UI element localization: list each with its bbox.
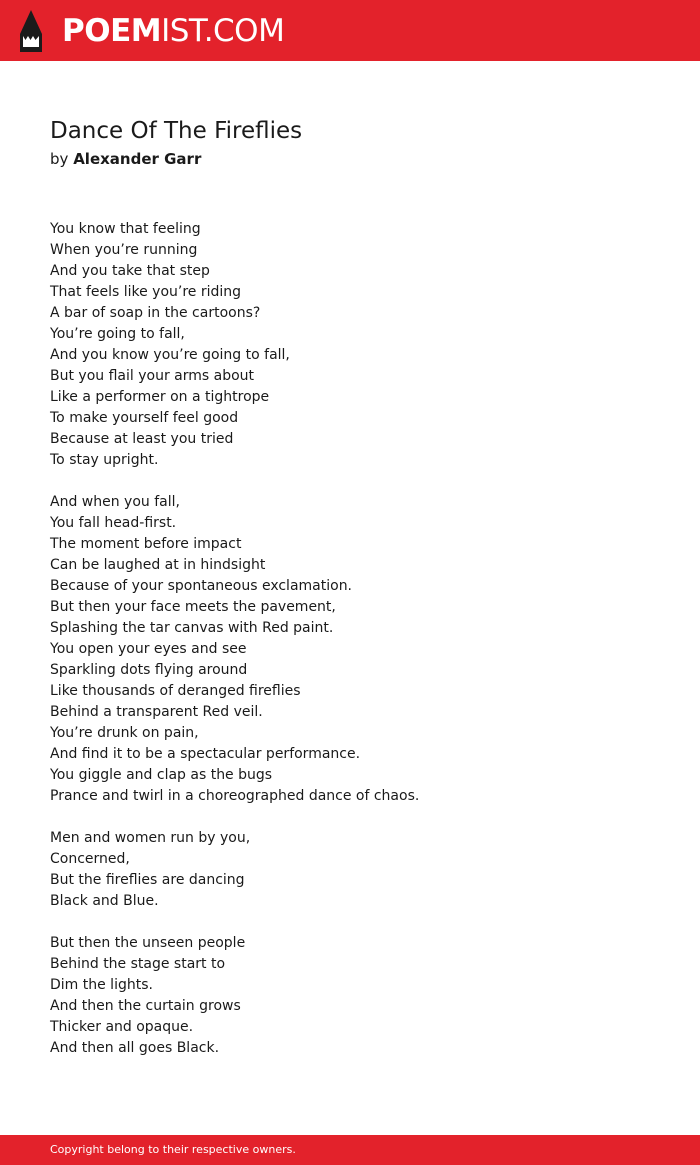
- poem-line: You open your eyes and see: [50, 641, 247, 657]
- poem-line: And you take that step: [50, 263, 210, 279]
- poem-line: Men and women run by you,: [50, 830, 251, 846]
- poem-line: And then the curtain grows: [50, 998, 241, 1014]
- poem-line: The moment before impact: [50, 536, 242, 552]
- poem-line: To make yourself feel good: [50, 410, 239, 426]
- poem-line: You’re going to fall,: [50, 326, 185, 342]
- poem-line: But then the unseen people: [50, 935, 246, 951]
- poem-line: And find it to be a spectacular performance.: [50, 746, 361, 762]
- poem-line: A bar of soap in the cartoons?: [50, 305, 261, 321]
- pencil-tip-icon: [18, 10, 44, 52]
- poem-line: Behind a transparent Red veil.: [50, 704, 263, 720]
- poem-line: To stay upright.: [50, 452, 159, 468]
- poem-line: But the fireflies are dancing: [50, 872, 245, 888]
- site-header: [0, 0, 700, 61]
- poem-line: Concerned,: [50, 851, 130, 867]
- poem-byline: [50, 149, 201, 169]
- poem-line: Like a performer on a tightrope: [50, 389, 270, 405]
- poem-line: And then all goes Black.: [50, 1040, 220, 1056]
- poem-line: Black and Blue.: [50, 893, 159, 909]
- poem-stanza: [50, 933, 670, 1059]
- poem-stanza: [50, 492, 670, 807]
- poem-line: And when you fall,: [50, 494, 180, 510]
- poem-line: That feels like you’re riding: [50, 284, 242, 300]
- poem-line: Splashing the tar canvas with Red paint.: [50, 620, 334, 636]
- logo-light-text: IST.COM: [161, 13, 285, 49]
- site-footer: [0, 1135, 700, 1165]
- poem-body: [50, 219, 670, 1080]
- poem-line: Sparkling dots flying around: [50, 662, 248, 678]
- by-label: by: [50, 150, 69, 168]
- poem-stanza: [50, 219, 670, 471]
- poem-line: Like thousands of deranged fireflies: [50, 683, 301, 699]
- poem-line: Prance and twirl in a choreographed dance of chaos.: [50, 788, 420, 804]
- poem-line: You fall head-first.: [50, 515, 177, 531]
- poem-line: You’re drunk on pain,: [50, 725, 199, 741]
- poem-stanza: [50, 828, 670, 912]
- poem-line: Dim the lights.: [50, 977, 153, 993]
- poem-line: But you flail your arms about: [50, 368, 255, 384]
- poem-title: Dance Of The Fireflies: [50, 118, 303, 144]
- poem-line: Because of your spontaneous exclamation.: [50, 578, 353, 594]
- poem-line: You know that feeling: [50, 221, 201, 237]
- poem-line: Behind the stage start to: [50, 956, 226, 972]
- poem-line: When you’re running: [50, 242, 198, 258]
- site-logo[interactable]: [62, 13, 284, 49]
- poem-line: Can be laughed at in hindsight: [50, 557, 266, 573]
- copyright-text: Copyright belong to their respective owners.: [50, 1143, 296, 1156]
- logo-bold-text: POEM: [62, 13, 162, 49]
- poem-line: But then your face meets the pavement,: [50, 599, 336, 615]
- poem-line: And you know you’re going to fall,: [50, 347, 290, 363]
- poem-author: Alexander Garr: [73, 150, 202, 168]
- poem-line: Thicker and opaque.: [50, 1019, 194, 1035]
- poem-line: Because at least you tried: [50, 431, 234, 447]
- poem-line: You giggle and clap as the bugs: [50, 767, 273, 783]
